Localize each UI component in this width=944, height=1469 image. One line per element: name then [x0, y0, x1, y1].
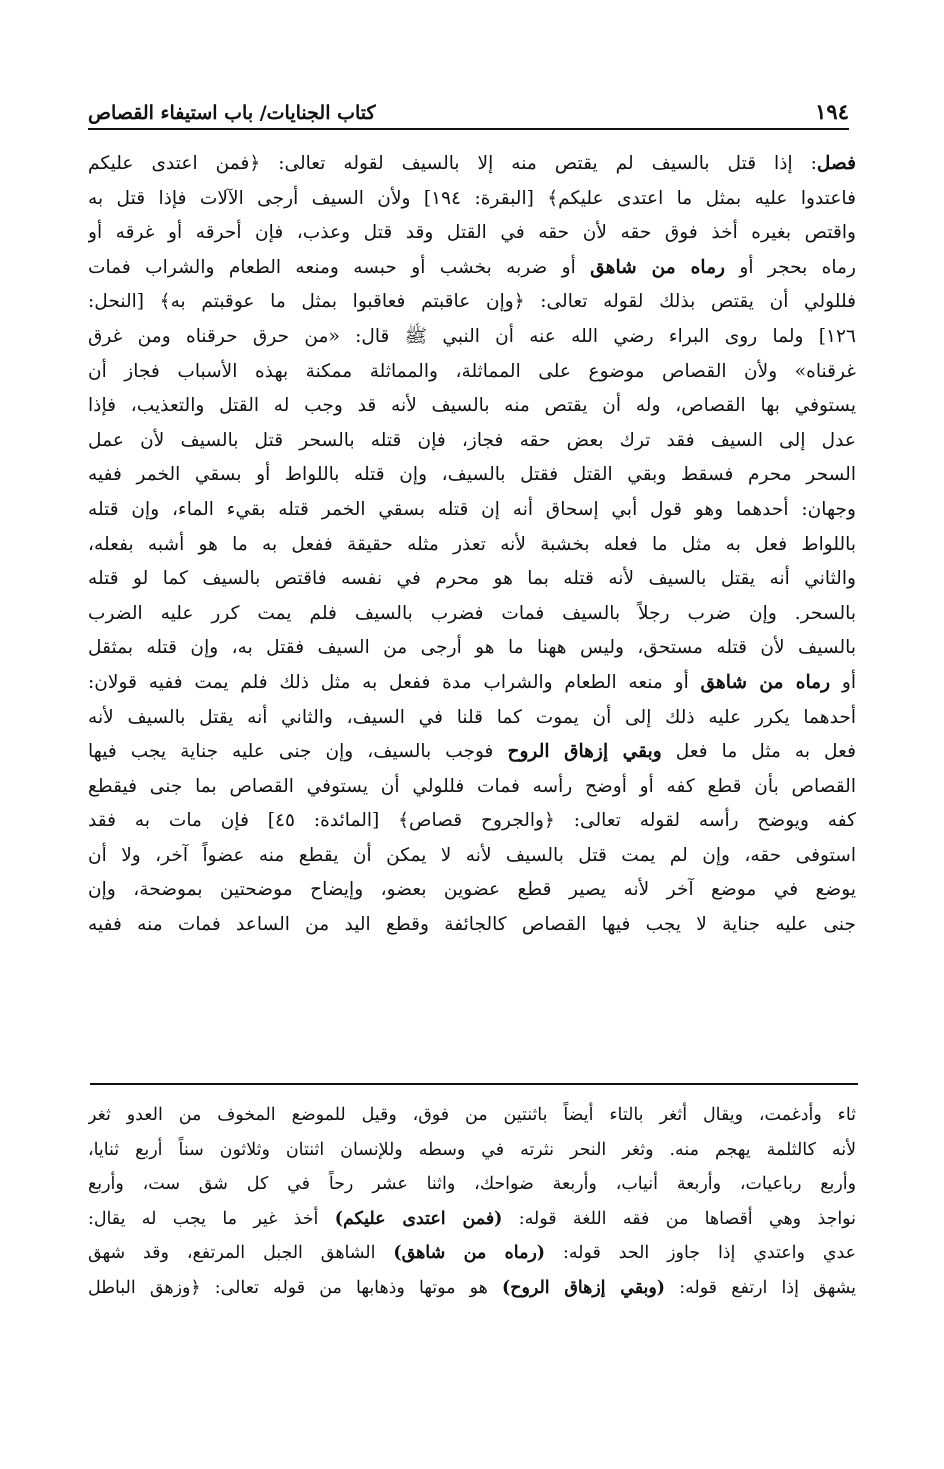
- main-text: [88, 147, 856, 943]
- page-header: [88, 92, 849, 130]
- text-line: باللواط فعل به مثل ما فعله بخشبة لأنه تعذر مثله حقيقة ففعل به ما هو أشبه بفعله،: [88, 533, 856, 555]
- page-number: ١٩٤: [815, 99, 849, 124]
- text-line: السحر محرم فسقط وبقي القتل فقتل بالسيف، وإن قتله باللواط أو بسقي الخمر ففيه: [88, 464, 856, 486]
- text-line: واقتص بغيره أخذ فوق حقه لأن حقه في القتل وقد قتل وعذب، فإن أحرقه أو غرقه أو: [88, 222, 856, 244]
- footnote-line: يشهق إذا ارتفع قوله: (وبقي إزهاق الروح) هو موتها وذهابها من قوله تعالى: ﴿وزهق الباطل: [88, 1277, 856, 1298]
- text-line: رماه بحجر أو رماه من شاهق أو ضربه بخشب أو حبسه ومنعه الطعام والشراب فمات: [88, 256, 856, 278]
- text-line: جنى عليه جناية لا يجب فيها القصاص كالجائفة وقطع اليد من الساعد فمات منه ففيه: [88, 914, 856, 936]
- text-line: فللولي أن يقتص بذلك لقوله تعالى: ﴿وإن عاقبتم فعاقبوا بمثل ما عوقبتم به﴾ [النحل:: [88, 291, 856, 313]
- text-line: عدل إلى السيف فقد ترك بعض حقه فجاز، فإن قتله بالسحر قتل بالسيف لأن عمل: [88, 429, 856, 451]
- text-line: وجهان: أحدهما وهو قول أبي إسحاق أنه إن قتله بسقي الخمر قتله بقيء الماء، وإن قتله: [88, 498, 856, 520]
- section-label: فصل: [816, 153, 856, 174]
- text-line: أحدهما يكرر عليه ذلك إلى أن يموت كما قلنا في السيف، والثاني أنه يقتل بالسيف لأنه: [88, 706, 856, 728]
- bold-term: (فمن اعتدى عليكم): [334, 1208, 503, 1229]
- footnotes: [88, 1098, 856, 1305]
- text-line: بالسيف لأن قتله مستحق، وليس ههنا ما هو أرجى من السيف فقتل به، وإن قتله بمثقل: [88, 637, 856, 659]
- running-title: كتاب الجنايات/ باب استيفاء القصاص: [88, 102, 376, 124]
- text-line: بالسحر. وإن ضرب رجلاً بالسيف فمات فضرب بالسيف فلم يمت كرر عليه الضرب: [88, 602, 856, 624]
- text-line: فصل: إذا قتل بالسيف لم يقتص منه إلا بالسيف لقوله تعالى: ﴿فمن اعتدى عليكم: [88, 153, 856, 174]
- text-line: غرقناه» ولأن القصاص موضوع على المماثلة، والمماثلة ممكنة بهذه الأسباب فجاز أن: [88, 360, 856, 382]
- text-line: فعل به مثل ما فعل وبقي إزهاق الروح فوجب بالسيف، وإن جنى عليه جناية يجب فيها: [88, 741, 856, 763]
- footnote-divider: [90, 1083, 858, 1085]
- bold-term: رماه من شاهق: [590, 256, 726, 278]
- footnote-line: وأربع رباعيات، وأربعة أنياب، وأربعة ضواحك، واثنا عشر رحاً في كل شق ست، وأربع: [88, 1174, 856, 1194]
- text-line: أو رماه من شاهق أو منعه الطعام والشراب مدة ففعل به مثل ذلك فلم يمت ففيه قولان:: [88, 671, 856, 693]
- bold-term: وبقي إزهاق الروح: [507, 741, 662, 763]
- text-line: القصاص بأن قطع كفه أو أوضح رأسه فمات فللولي أن يستوفي القصاص بما جنى فيقطع: [88, 775, 856, 797]
- text-line: كفه ويوضح رأسه لقوله تعالى: ﴿والجروح قصاص﴾ [المائدة: ٤٥] فإن مات به فقد: [88, 810, 856, 832]
- bold-term: (رماه من شاهق): [393, 1243, 546, 1263]
- text-line: والثاني أنه يقتل بالسيف لأنه قتله بما هو محرم في نفسه فاقتص بالسيف كما لو قتله: [88, 568, 856, 590]
- text-line: فاعتدوا عليه بمثل ما اعتدى عليكم﴾ [البقرة: ١٩٤] ولأن السيف أرجى الآلات فإذا قتل به: [88, 187, 856, 209]
- footnote-line: عدي واعتدي إذا جاوز الحد قوله: (رماه من شاهق) الشاهق الجبل المرتفع، وقد شهق: [88, 1243, 856, 1263]
- bold-term: (وبقي إزهاق الروح): [502, 1277, 666, 1298]
- footnote-line: لأنه كالثلمة يهجم منه. وثغر النحر نثرته في وسطه وللإنسان اثنتان وثلاثون سناً أربع ثنايا،: [88, 1139, 856, 1160]
- footnote-line: نواجذ وهي أقصاها من فقه اللغة قوله: (فمن اعتدى عليكم) أخذ غير ما يجب له يقال:: [88, 1208, 856, 1229]
- text-line: يستوفي بها القصاص، وله أن يقتص منه بالسيف لأنه قد وجب له القتل والتعذيب، فإذا: [88, 395, 856, 417]
- footnote-line: ثاء وأدغمت، ويقال أثغر بالتاء أيضاً باثنتين من فوق، وقيل للموضع المخوف من العدو ثغر: [88, 1105, 856, 1125]
- text-line: ١٢٦] ولما روى البراء رضي الله عنه أن النبي ﷺ قال: «من حرق حرقناه ومن غرق: [88, 325, 856, 347]
- text-line: يوضع في موضع آخر لأنه يصير قطع عضوين بعضو، وإيضاح موضحتين بموضحة، وإن: [88, 879, 856, 901]
- text-line: استوفى حقه، وإن لم يمت قتل بالسيف لأنه لا يمكن أن يقطع منه عضواً آخر، ولا أن: [88, 844, 856, 866]
- bold-term: رماه من شاهق: [700, 671, 831, 693]
